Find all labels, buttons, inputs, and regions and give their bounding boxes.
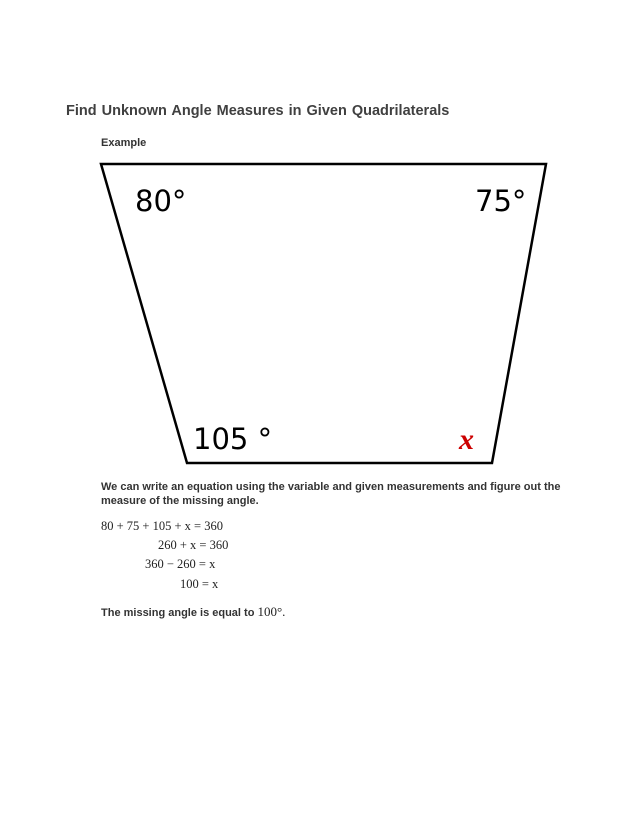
conclusion [101,604,285,620]
angle-label-top-left: 80° [135,184,187,218]
explanation-text: We can write an equation using the variable and given measurements and figure out the measure of the missing angle. [101,481,561,507]
conclusion-text: The missing angle is equal to [101,607,255,619]
conclusion-value: 100°. [257,604,286,619]
equation-line-3: 360 − 260 = x [145,557,216,571]
page-title: Find Unknown Angle Measures in Given Quadrilaterals [66,103,450,119]
angle-label-top-right: 75° [475,184,527,218]
angle-label-bottom-left: 105 ° [193,422,273,456]
example-label: Example [101,137,147,149]
equation-line-1: 80 + 75 + 105 + x = 360 [101,519,223,533]
equation-line-4: 100 = x [180,577,219,591]
equation-line-2: 260 + x = 360 [158,538,229,552]
variable-x-label: x [459,423,474,456]
